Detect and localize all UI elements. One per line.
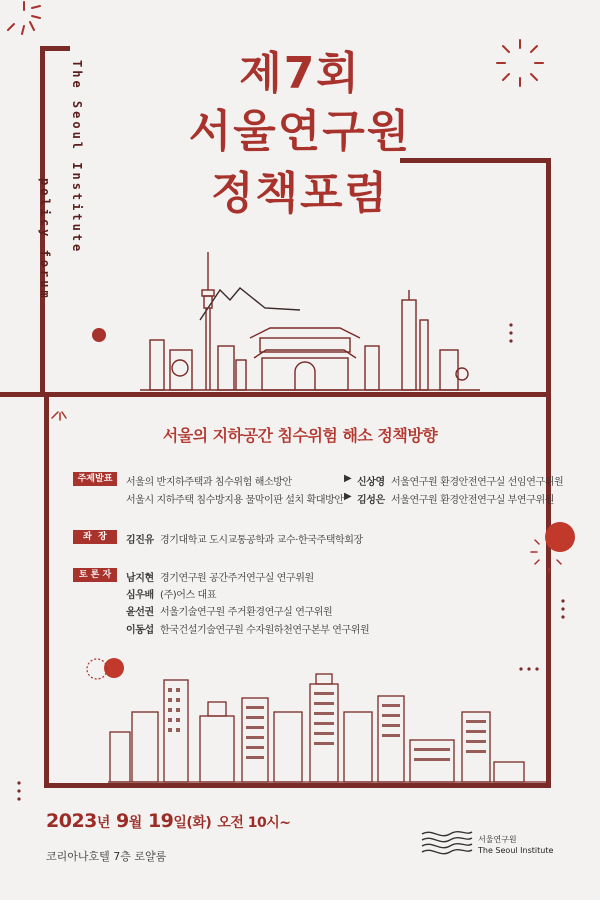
- title-line-1: 제7회: [239, 48, 361, 99]
- frame-top-right: [400, 158, 550, 163]
- city-buildings-illustration: [108, 672, 548, 784]
- chair-affil: 경기대학교 도시교통공학과 교수·한국주택학회장: [160, 535, 363, 546]
- presentation-arrow-2: ▶: [344, 491, 352, 502]
- panel-affil-4: 한국건설기술연구원 수자원하천연구본부 연구위원: [160, 625, 370, 636]
- title-line-2: 서울연구원: [188, 106, 412, 157]
- event-date: [46, 810, 291, 832]
- presenter-name-2: 김성은: [357, 495, 385, 506]
- decor-circle: [92, 328, 106, 342]
- firework-icon: [527, 530, 571, 574]
- panel-name-3: 윤선권: [126, 607, 154, 618]
- chair-tag: 좌 장: [73, 530, 117, 544]
- panel-name-4: 이동섭: [126, 625, 154, 636]
- chair-name: 김진유: [126, 535, 154, 546]
- presenter-affil-2: 서울연구원 환경안전연구실 부연구위원: [391, 495, 554, 506]
- dots-decoration: [508, 322, 514, 344]
- presentation-tag: 주제발표: [73, 472, 117, 486]
- panel-affil-2: (주)어스 대표: [160, 590, 217, 601]
- title-line-3: 정책포럼: [210, 168, 389, 219]
- event-month-unit: 월: [128, 815, 142, 831]
- presentation-arrow-1: ▶: [344, 473, 352, 484]
- frame-left-bottom: [44, 396, 49, 788]
- event-year-unit: 년: [96, 815, 110, 831]
- event-weekday: (화): [186, 815, 212, 831]
- panel-affil-3: 서울기술연구원 주거환경연구실 연구위원: [160, 607, 333, 618]
- dots-decoration: [16, 780, 22, 802]
- vertical-forum: policy forum: [38, 178, 52, 301]
- seoul-institute-logo-icon: [420, 826, 474, 858]
- forum-subtitle: 서울의 지하공간 침수위험 해소 정책방향: [162, 426, 438, 445]
- event-day: 19: [147, 810, 174, 832]
- firework-icon: [84, 656, 110, 682]
- seoul-skyline-illustration: [140, 250, 480, 394]
- dots-decoration: [560, 598, 566, 620]
- event-year: 2023: [46, 810, 97, 832]
- panel-name-1: 남지현: [126, 573, 154, 584]
- panel-name-2: 심우배: [126, 590, 154, 601]
- firework-icon: [0, 0, 56, 40]
- vertical-institute: The Seoul Institute: [70, 60, 84, 255]
- logo-name-ko: 서울연구원: [478, 835, 517, 844]
- event-month: 9: [116, 810, 129, 832]
- event-venue: 코리아나호텔 7층 로얄룸: [46, 850, 167, 863]
- panel-tag: 토 론 자: [73, 568, 117, 582]
- panel-affil-1: 경기연구원 공간주거연구실 연구위원: [160, 573, 314, 584]
- logo-name-en: The Seoul Institute: [478, 846, 554, 855]
- event-time: 오전 10시~: [217, 815, 291, 831]
- frame-top-left: [40, 46, 70, 51]
- firework-icon: [48, 398, 72, 422]
- presentation-topic-2: 서울시 지하주택 침수방지용 물막이판 설치 확대방안: [126, 495, 344, 506]
- presenter-affil-1: 서울연구원 환경안전연구실 선임연구위원: [391, 477, 564, 488]
- event-day-unit: 일: [173, 815, 187, 831]
- presentation-topic-1: 서울의 반지하주택과 침수위험 해소방안: [126, 477, 292, 488]
- firework-icon: [495, 38, 545, 88]
- presenter-name-1: 신상영: [357, 477, 385, 488]
